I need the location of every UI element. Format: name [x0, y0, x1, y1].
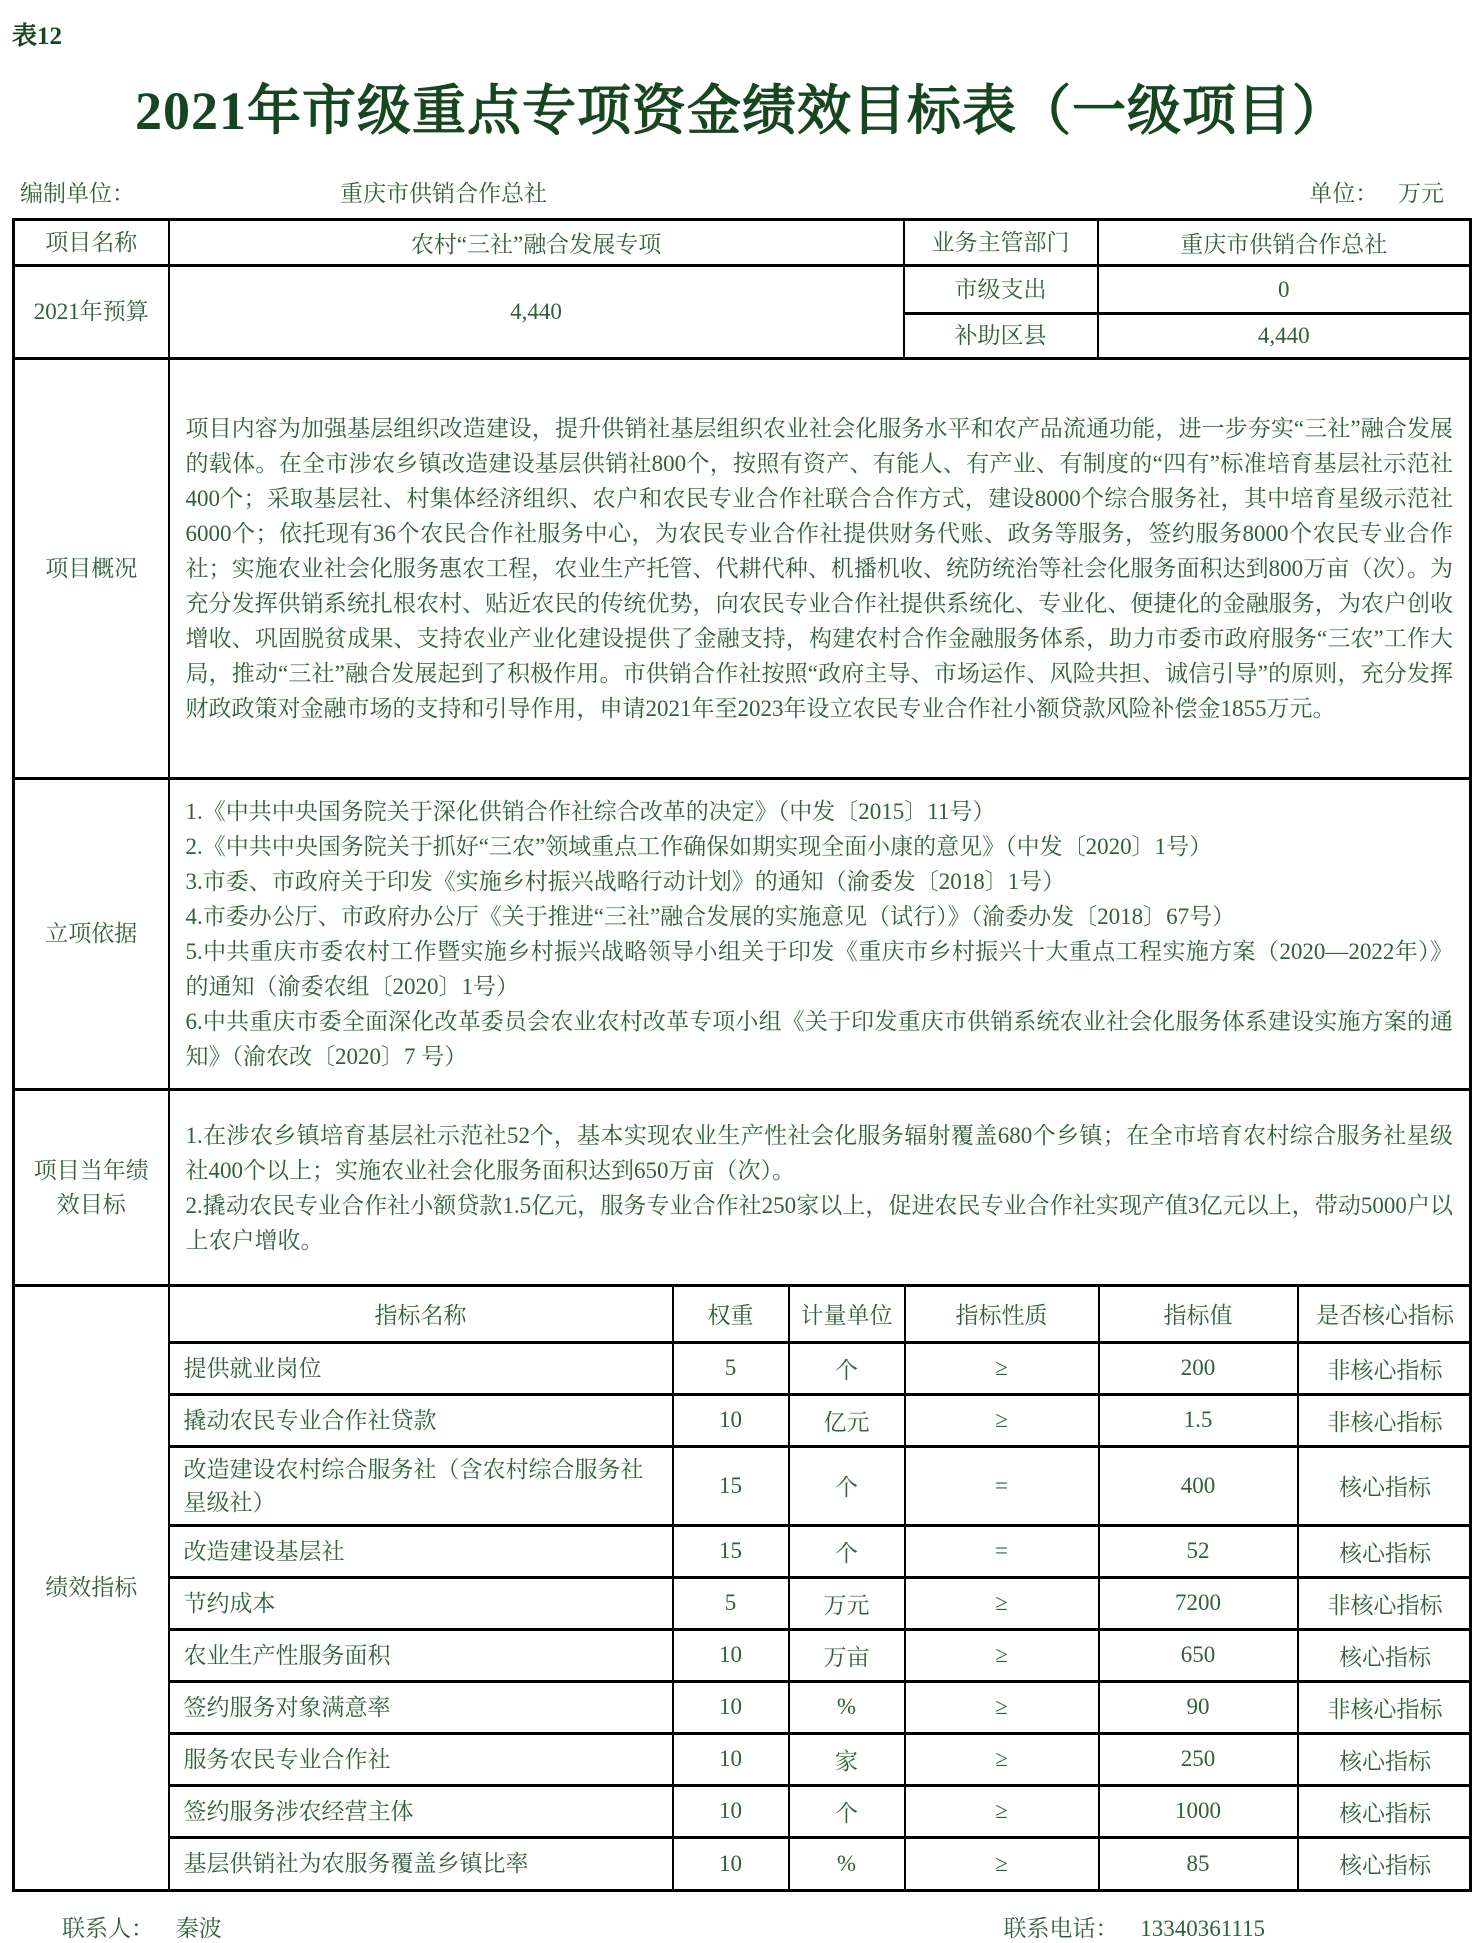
basis-item: 6.中共重庆市委全面深化改革委员会农业农村改革专项小组《关于印发重庆市供销系统农业社会化服务体系建设实施方案的通知》（渝农改〔2020〕7 号） — [185, 1009, 1453, 1069]
indicator-nature: ≥ — [905, 1342, 1099, 1394]
indicator-name: 基层供销社为农服务覆盖乡镇比率 — [170, 1837, 673, 1889]
indicator-col-unit: 计量单位 — [789, 1287, 905, 1342]
indicator-core: 核心指标 — [1298, 1785, 1472, 1837]
basis-item: 4.市委办公厅、市政府办公厅《关于推进“三社”融合发展的实施意见（试行）》（渝委办发〔2018〕67号） — [185, 904, 1236, 929]
project-name-value: 农村“三社”融合发展专项 — [169, 220, 904, 266]
contact-name: 秦波 — [175, 1916, 222, 1941]
indicator-nature: ≥ — [905, 1733, 1099, 1785]
basis-item: 5.中共重庆市委农村工作暨实施乡村振兴战略领导小组关于印发《重庆市乡村振兴十大重点工程实施方案（2020—2022年）》的通知（渝委农组〔2020〕1号） — [185, 939, 1453, 999]
indicator-nature: = — [905, 1446, 1099, 1525]
indicator-unit: 万元 — [789, 1577, 905, 1629]
contact-group — [62, 1910, 222, 1943]
indicator-weight: 15 — [673, 1525, 789, 1577]
indicator-nature: ≥ — [905, 1785, 1099, 1837]
indicator-name: 节约成本 — [170, 1577, 673, 1629]
annual-goal-label: 项目当年绩效目标 — [14, 1090, 169, 1286]
phone-label: 联系电话： — [1003, 1916, 1119, 1941]
indicator-row — [170, 1577, 1472, 1629]
indicator-core: 核心指标 — [1298, 1446, 1472, 1525]
indicator-value: 200 — [1099, 1342, 1298, 1394]
project-name-row — [14, 220, 1471, 266]
budget-label: 2021年预算 — [14, 266, 169, 359]
indicator-value: 400 — [1099, 1446, 1298, 1525]
page-title: 2021年市级重点专项资金绩效目标表（一级项目） — [135, 81, 1347, 141]
budget-row — [14, 266, 1471, 314]
indicators-label: 绩效指标 — [14, 1286, 169, 1891]
indicator-value: 90 — [1099, 1681, 1298, 1733]
indicator-unit: 万亩 — [789, 1629, 905, 1681]
indicator-core: 非核心指标 — [1298, 1681, 1472, 1733]
indicator-unit: 亿元 — [789, 1394, 905, 1446]
indicator-weight: 10 — [673, 1837, 789, 1889]
indicator-name: 农业生产性服务面积 — [170, 1629, 673, 1681]
indicator-nature: ≥ — [905, 1629, 1099, 1681]
indicator-row — [170, 1785, 1472, 1837]
indicator-col-weight: 权重 — [673, 1287, 789, 1342]
indicator-name: 改造建设基层社 — [170, 1525, 673, 1577]
annual-goal-item: 1.在涉农乡镇培育基层社示范社52个，基本实现农业生产性社会化服务辐射覆盖680个乡镇；在全市培育农村综合服务社星级社400个以上；实施农业社会化服务面积达到650万亩（次）。 — [185, 1122, 1453, 1183]
indicator-weight: 5 — [673, 1577, 789, 1629]
indicator-row — [170, 1681, 1472, 1733]
meta-row — [20, 175, 1464, 208]
indicator-name: 签约服务对象满意率 — [170, 1681, 673, 1733]
basis-row — [14, 779, 1471, 1090]
indicator-nature: ≥ — [905, 1577, 1099, 1629]
footer-row — [12, 1910, 1470, 1943]
indicator-value: 650 — [1099, 1629, 1298, 1681]
indicator-col-value: 指标值 — [1099, 1287, 1298, 1342]
indicator-value: 1.5 — [1099, 1394, 1298, 1446]
indicator-row — [170, 1342, 1472, 1394]
indicator-col-core: 是否核心指标 — [1298, 1287, 1472, 1342]
indicator-row — [170, 1525, 1472, 1577]
annual-goal-text — [169, 1090, 1471, 1286]
main-table — [12, 218, 1472, 1892]
dept-label: 业务主管部门 — [904, 220, 1098, 266]
indicator-header-row — [170, 1287, 1472, 1342]
unit-label: 单位： — [1309, 181, 1379, 206]
prepared-by-value: 重庆市供销合作总社 — [340, 181, 547, 206]
indicator-col-name: 指标名称 — [170, 1287, 673, 1342]
indicator-row — [170, 1446, 1472, 1525]
indicator-unit: 个 — [789, 1446, 905, 1525]
indicator-nature: ≥ — [905, 1681, 1099, 1733]
indicator-value: 7200 — [1099, 1577, 1298, 1629]
indicators-row — [14, 1286, 1471, 1891]
basis-item: 3.市委、市政府关于印发《实施乡村振兴战略行动计划》的通知（渝委发〔2018〕1号） — [185, 869, 1066, 894]
subsidy-label: 补助区县 — [904, 314, 1098, 359]
indicator-value: 85 — [1099, 1837, 1298, 1889]
indicator-row — [170, 1394, 1472, 1446]
indicator-weight: 10 — [673, 1394, 789, 1446]
prepared-by-label: 编制单位： — [20, 181, 135, 206]
indicator-nature: ≥ — [905, 1837, 1099, 1889]
basis-item: 2.《中共中央国务院关于抓好“三农”领域重点工作确保如期实现全面小康的意见》（中发〔2020〕1号） — [185, 834, 1213, 859]
table-number: 表12 — [12, 23, 63, 50]
indicator-unit: 家 — [789, 1733, 905, 1785]
city-expense-value: 0 — [1098, 266, 1471, 314]
overview-row — [14, 359, 1471, 779]
indicator-core: 核心指标 — [1298, 1733, 1472, 1785]
indicator-row — [170, 1837, 1472, 1889]
indicator-nature: = — [905, 1525, 1099, 1577]
indicator-weight: 10 — [673, 1733, 789, 1785]
indicator-name: 撬动农民专业合作社贷款 — [170, 1394, 673, 1446]
annual-goal-item: 2.撬动农民专业合作社小额贷款1.5亿元，服务专业合作社250家以上，促进农民专业合作社实现产值3亿元以上，带动5000户以上农户增收。 — [185, 1192, 1453, 1253]
budget-value: 4,440 — [169, 266, 904, 359]
indicator-value: 1000 — [1099, 1785, 1298, 1837]
unit-group — [1309, 175, 1444, 208]
indicator-unit: % — [789, 1681, 905, 1733]
indicator-core: 核心指标 — [1298, 1837, 1472, 1889]
indicator-value: 52 — [1099, 1525, 1298, 1577]
indicator-core: 核心指标 — [1298, 1525, 1472, 1577]
indicator-name: 提供就业岗位 — [170, 1342, 673, 1394]
indicator-value: 250 — [1099, 1733, 1298, 1785]
phone-number: 13340361115 — [1140, 1916, 1265, 1941]
indicator-weight: 15 — [673, 1446, 789, 1525]
indicator-name: 改造建设农村综合服务社（含农村综合服务社星级社） — [170, 1446, 673, 1525]
basis-label: 立项依据 — [14, 779, 169, 1090]
indicator-unit: % — [789, 1837, 905, 1889]
indicators-table — [170, 1287, 1472, 1889]
indicator-weight: 10 — [673, 1629, 789, 1681]
indicators-cell — [169, 1286, 1471, 1891]
project-name-label: 项目名称 — [14, 220, 169, 266]
indicator-unit: 个 — [789, 1525, 905, 1577]
phone-group — [1003, 1910, 1265, 1943]
indicator-core: 核心指标 — [1298, 1629, 1472, 1681]
dept-value: 重庆市供销合作总社 — [1098, 220, 1471, 266]
indicator-core: 非核心指标 — [1298, 1394, 1472, 1446]
indicator-row — [170, 1629, 1472, 1681]
subsidy-value: 4,440 — [1098, 314, 1471, 359]
indicator-row — [170, 1733, 1472, 1785]
city-expense-label: 市级支出 — [904, 266, 1098, 314]
indicator-name: 服务农民专业合作社 — [170, 1733, 673, 1785]
indicator-nature: ≥ — [905, 1394, 1099, 1446]
overview-text: 项目内容为加强基层组织改造建设，提升供销社基层组织农业社会化服务水平和农产品流通功能，进一步夯实“三社”融合发展的载体。在全市涉农乡镇改造建设基层供销社800个，按照有资产、有能人、有产业、有制度的“四有”标准培育基层社示范社400个；采取基层社、村集体经济组织、农户和农民专业合作社联合合作方式，建设8000个综合服务社，其中培育星级示范社6000个；依托现有36个农民合作社服务中心，为农民专业合作社提供财务代账、政务等服务，签约服务8000个农民专业合作社；实施农业社会化服务惠农工程，农业生产托管、代耕代种、机播机收、统防统治等社会化服务面积达到800万亩（次）。为充分发挥供销系统扎根农村、贴近农民的传统优势，向农民专业合作社提供系统化、专业化、便捷化的金融服务，为农户创收增收、巩固脱贫成果、支持农业产业化建设提供了金融支持，构建农村合作金融服务体系，助力市委市政府服务“三农”工作大局，推动“三社”融合发展起到了积极作用。市供销合作社按照“政府主导、市场运作、风险共担、诚信引导”的原则，充分发挥财政政策对金融市场的支持和引导作用，申请2021年至2023年设立农民专业合作社小额贷款风险补偿金1855万元。 — [169, 359, 1471, 779]
basis-text — [169, 779, 1471, 1090]
contact-label: 联系人： — [62, 1916, 154, 1941]
indicator-weight: 10 — [673, 1681, 789, 1733]
indicator-weight: 10 — [673, 1785, 789, 1837]
indicator-core: 非核心指标 — [1298, 1577, 1472, 1629]
overview-label: 项目概况 — [14, 359, 169, 779]
indicator-weight: 5 — [673, 1342, 789, 1394]
indicator-col-nature: 指标性质 — [905, 1287, 1099, 1342]
indicator-core: 非核心指标 — [1298, 1342, 1472, 1394]
indicator-unit: 个 — [789, 1342, 905, 1394]
indicator-unit: 个 — [789, 1785, 905, 1837]
indicator-name: 签约服务涉农经营主体 — [170, 1785, 673, 1837]
basis-item: 1.《中共中央国务院关于深化供销合作社综合改革的决定》（中发〔2015〕11号） — [185, 799, 996, 824]
unit-value: 万元 — [1398, 181, 1444, 206]
annual-goal-row — [14, 1090, 1471, 1286]
